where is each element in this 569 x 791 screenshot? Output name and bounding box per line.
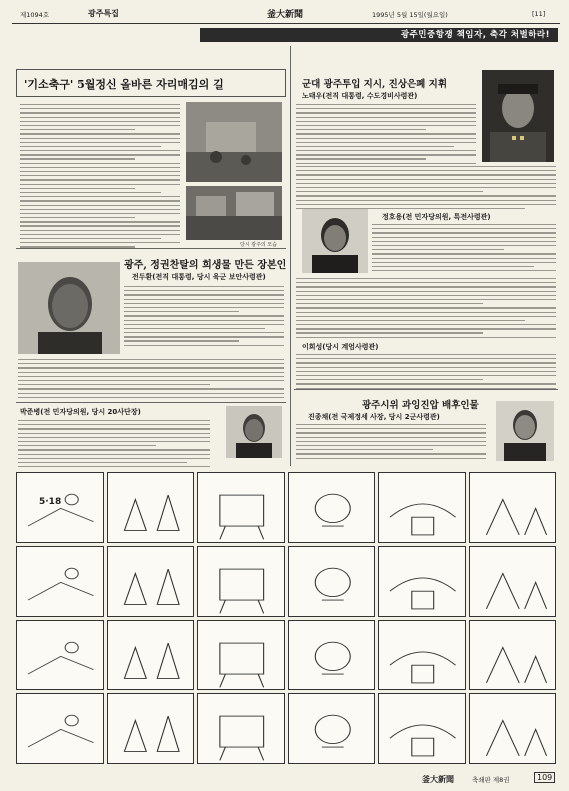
comic-drawing xyxy=(289,473,376,543)
park-person: 박준병(전 민자당의원, 당시 20사단장) xyxy=(20,408,141,416)
column-rule xyxy=(290,46,291,466)
paper-name: 釜大新聞 xyxy=(267,10,304,20)
jung-body-b xyxy=(296,278,556,341)
comic-panel xyxy=(197,620,285,691)
comic-panel xyxy=(469,472,557,543)
comic-panel xyxy=(378,693,466,764)
comic-panel xyxy=(16,693,104,764)
footer-page-number: 109 xyxy=(534,772,555,783)
comic-panel xyxy=(469,546,557,617)
comic-panel xyxy=(288,693,376,764)
chun-photo xyxy=(18,262,120,354)
roh-body-b xyxy=(296,166,556,212)
lee-body xyxy=(296,354,556,392)
comic-panel xyxy=(288,620,376,691)
comic-panel xyxy=(107,472,195,543)
footer-edition: 축쇄판 제8권 xyxy=(472,776,510,784)
jin-body xyxy=(296,424,486,462)
comic-panel xyxy=(378,546,466,617)
comic-panel xyxy=(378,472,466,543)
chun-person: 전두환(전직 대통령, 당시 육군 보안사령관) xyxy=(132,273,266,281)
page-header xyxy=(12,6,560,22)
roh-person: 노태우(전직 대통령, 수도경비사령관) xyxy=(302,92,418,100)
comic-panel xyxy=(16,546,104,617)
comic-drawing xyxy=(470,473,557,543)
chun-body-a xyxy=(124,286,284,349)
comic-drawing xyxy=(470,694,557,764)
comic-drawing xyxy=(17,547,104,617)
comic-drawing xyxy=(289,547,376,617)
roh-body-a xyxy=(296,104,476,167)
newspaper-page xyxy=(12,6,560,786)
jin-title: 광주시위 과잉진압 배후인물 xyxy=(362,400,479,411)
feature-title: '기소축구' 5월정신 올바른 자리매김의 길 xyxy=(24,78,224,91)
comic-panel xyxy=(469,620,557,691)
comic-drawing xyxy=(108,547,195,617)
issue-number: 제1094호 xyxy=(20,11,50,19)
park-photo xyxy=(226,406,282,458)
comic-panel xyxy=(107,693,195,764)
comic-drawing xyxy=(108,621,195,691)
feature-body xyxy=(20,104,180,251)
header-rule xyxy=(12,23,560,24)
lee-person: 이희성(당시 계엄사령관) xyxy=(302,343,379,351)
divider xyxy=(16,402,286,403)
comic-panel xyxy=(107,546,195,617)
issue-date: 1995년 5월 15일(월요일) xyxy=(372,11,448,19)
comic-drawing xyxy=(17,694,104,764)
comic-panel xyxy=(16,620,104,691)
roh-photo xyxy=(482,70,554,162)
jung-person: 정호용(전 민자당의원, 특전사령관) xyxy=(382,213,491,221)
comic-drawing xyxy=(379,694,466,764)
jin-person: 진종채(전 국제정세 사장, 당시 2군사령관) xyxy=(308,413,440,421)
comic-panel xyxy=(197,472,285,543)
comic-drawing xyxy=(198,694,285,764)
comic-drawing xyxy=(289,621,376,691)
comic-drawing xyxy=(17,473,104,543)
comic-panel xyxy=(197,546,285,617)
comic-drawing xyxy=(198,621,285,691)
roh-title: 군대 광주투입 지시, 진상은폐 지휘 xyxy=(302,79,448,90)
comic-drawing xyxy=(470,547,557,617)
divider xyxy=(294,389,558,390)
comic-panel xyxy=(16,472,104,543)
comic-drawing xyxy=(379,621,466,691)
footer-paper: 釜大新聞 xyxy=(422,774,454,784)
chun-body-b xyxy=(18,359,284,401)
jung-photo xyxy=(302,209,368,273)
comic-panel xyxy=(197,693,285,764)
feature-photo-2 xyxy=(186,186,282,240)
jin-photo xyxy=(496,401,554,461)
comic-drawing xyxy=(379,547,466,617)
divider xyxy=(16,248,286,249)
banner-slogan: 광주민중항쟁 책임자, 축각 처벌하라! xyxy=(200,28,558,42)
comic-panel xyxy=(288,546,376,617)
comic-panel-text: 5·18 xyxy=(39,497,62,507)
comic-panel xyxy=(378,620,466,691)
page-number: [11] xyxy=(532,10,546,18)
comic-drawing xyxy=(470,621,557,691)
comic-drawing xyxy=(108,694,195,764)
comic-drawing xyxy=(108,473,195,543)
comic-drawing xyxy=(17,621,104,691)
comic-drawing xyxy=(379,473,466,543)
comic-drawing xyxy=(289,694,376,764)
comic-panel xyxy=(107,620,195,691)
chun-title: 광주, 정권찬탈의 희생물 만든 장본인 xyxy=(124,260,287,271)
feature-photo-caption: 당시 광주의 모습 xyxy=(240,242,277,248)
comic-panel xyxy=(288,472,376,543)
feature-photo-1 xyxy=(186,102,282,182)
section-name: 광주특집 xyxy=(88,9,119,18)
comic-panel xyxy=(469,693,557,764)
comic-drawing xyxy=(198,473,285,543)
jung-body-a xyxy=(372,224,556,274)
park-body xyxy=(18,420,210,470)
comic-drawing xyxy=(198,547,285,617)
